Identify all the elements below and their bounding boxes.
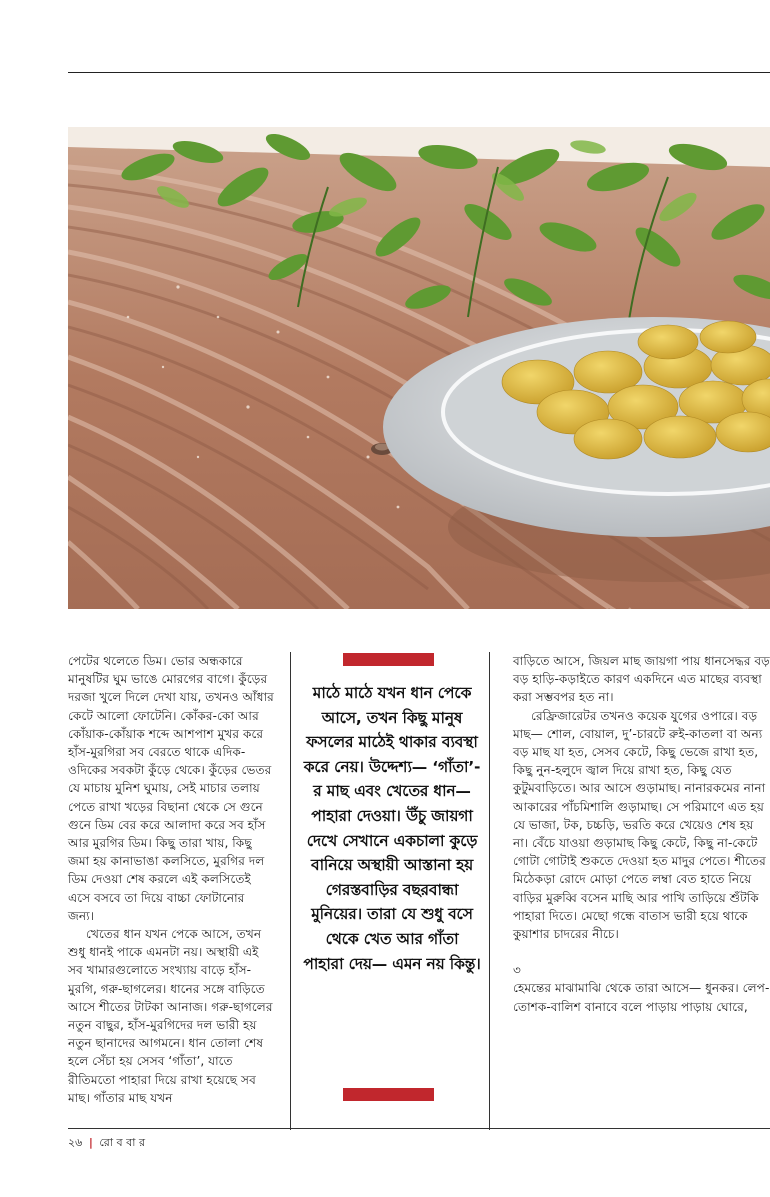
section-number: ৩	[513, 963, 521, 978]
footer-rule	[68, 1128, 770, 1129]
left-paragraph-2: খেতের ধান যখন পেকে আসে, তখন শুধু ধানই পাকে এমনটা নয়। অস্থায়ী এই সব খামারগুলোতে সংখ্যায় বাড়ে হাঁস-মুরগি, গরু-ছাগলের। ধানের সঙ্গে বাড়িতে আসে শীতের টাটকা আনাজ। গরু-ছাগলের নতুন বাছুর, হাঁস-মুরগিদের দল ভারী হয় নতুন ছানাদের আগমনে। ধান তোলা শেষ হলে সেঁচা হয় সেসব ‘গাঁতা’, যাতে রীতিমতো পাহারা দিয়ে রাখা হয়েছে সব মাছ। গাঁতার মাছ যখন	[68, 927, 273, 1105]
magazine-name: রো ব বা র	[99, 1136, 146, 1149]
pull-quote-bar-top	[343, 653, 434, 666]
left-column	[68, 652, 274, 1107]
left-paragraph-1: পেটের থলেতে ডিম। ভোর অন্ধকারে মানুষটির ঘুম ভাঙে মোরগের বাগে। কুঁড়ের দরজা খুলে দিলে দেখা যায়, তখনও আঁধার কেটে আলো ফোটেনি। কোঁকর-কো আর কোঁয়াক-কোঁয়াক শব্দে আশপাশ মুখর করে হাঁস-মুরগিরা সব বেরতে থাকে এদিক-ওদিকের সবকটা কুঁড়ে থেকে। কুঁড়ের ভেতর যে মাচায় মুনিশ ঘুমায়, সেই মাচার তলায় পেতে রাখা খড়ের বিছানা থেকে সে গুনে গুনে ডিম বের করে আলাদা করে সব হাঁস আর মুরগির ডিম। কিছু তারা খায়, কিছু জমা হয় কানাভাঙা কলসিতে, মুরগির দল ডিম দেওয়া শেষ করলে এই কলসিতেই এসে বসবে তা দিয়ে বাচ্চা ফোটানোর জন্য।	[68, 654, 274, 923]
top-rule	[68, 72, 770, 73]
pull-quote: মাঠে মাঠে যখন ধান পেকে আসে, তখন কিছু মানুষ ফসলের মাঠেই থাকার ব্যবস্থা করে নেয়। উদ্দেশ্য— ‘গাঁতা’-র মাছ এবং খেতের ধান— পাহারা দেওয়া। উঁচু জায়গা দেখে সেখানে একচালা কুড়ে বানিয়ে অস্থায়ী আস্তানা হয় গেরস্তবাড়ির বছরবান্ধা মুনিয়ের। তারা যে শুধু বসে থেকে খেত আর গাঁতা পাহারা দেয়— এমন নয় কিন্তু।	[303, 684, 481, 973]
right-paragraph-2: রেফ্রিজারেটর তখনও কয়েক যুগের ওপারে। বড় মাছ— শোল, বোয়াল, দু’-চারটে রুই-কাতলা বা অন্য বড় মাছ যা হত, সেসব কেটে, কিছু ভেজে রাখা হত, কিছু নুন-হলুদে জ্বাল দিয়ে রাখা হত, কিছু যেত কুটুমবাড়িতে। আর আসে গুড়ামাছ। নানারকমের নানা আকারের পাঁচমিশালি গুড়ামাছ। সে পরিমাণে এত হয় যে ভাজা, টক, চচ্চড়ি, ভরতি করে খেয়েও শেষ হয় না। বেঁচে যাওয়া গুড়ামাছ কিছু কেটে, কিছু না-কেটে গোটা গোটাই শুকতে দেওয়া হত মাদুর পেতে। শীতের মিঠেকড়া রোদে মোড়া পেতে লম্বা বেত হাতে নিয়ে বাড়ির মুরুব্বি বসেন মাছি আর পাখি তাড়িয়ে শুঁটকি পাহারা দিতে। মেছো গন্ধে বাতাস ভারী হয়ে থাকে কুয়াশার চাদরের নীচে।	[513, 708, 766, 942]
column-divider-right	[489, 652, 490, 1130]
pull-quote-bar-bottom	[343, 1088, 434, 1101]
right-column	[513, 652, 770, 1016]
column-divider-left	[290, 652, 291, 1130]
right-paragraph-1: বাড়িতে আসে, জিয়ল মাছ জায়গা পায় ধানসেদ্ধর বড় বড় হাড়ি-কড়াইতে কারণ একদিনে এত মাছের ব্যবস্থা করা সম্ভবপর হত না।	[513, 654, 770, 705]
footer-separator: |	[88, 1136, 93, 1149]
page-number: ২৬	[68, 1136, 83, 1149]
footer	[68, 1134, 145, 1153]
right-paragraph-3: হেমন্তের মাঝামাঝি থেকে তারা আসে— ধুনকর। লেপ-তোশক-বালিশ বানাবে বলে পাড়ায় পাড়ায় ঘোরে,	[513, 981, 770, 1014]
hero-photo	[68, 127, 770, 609]
